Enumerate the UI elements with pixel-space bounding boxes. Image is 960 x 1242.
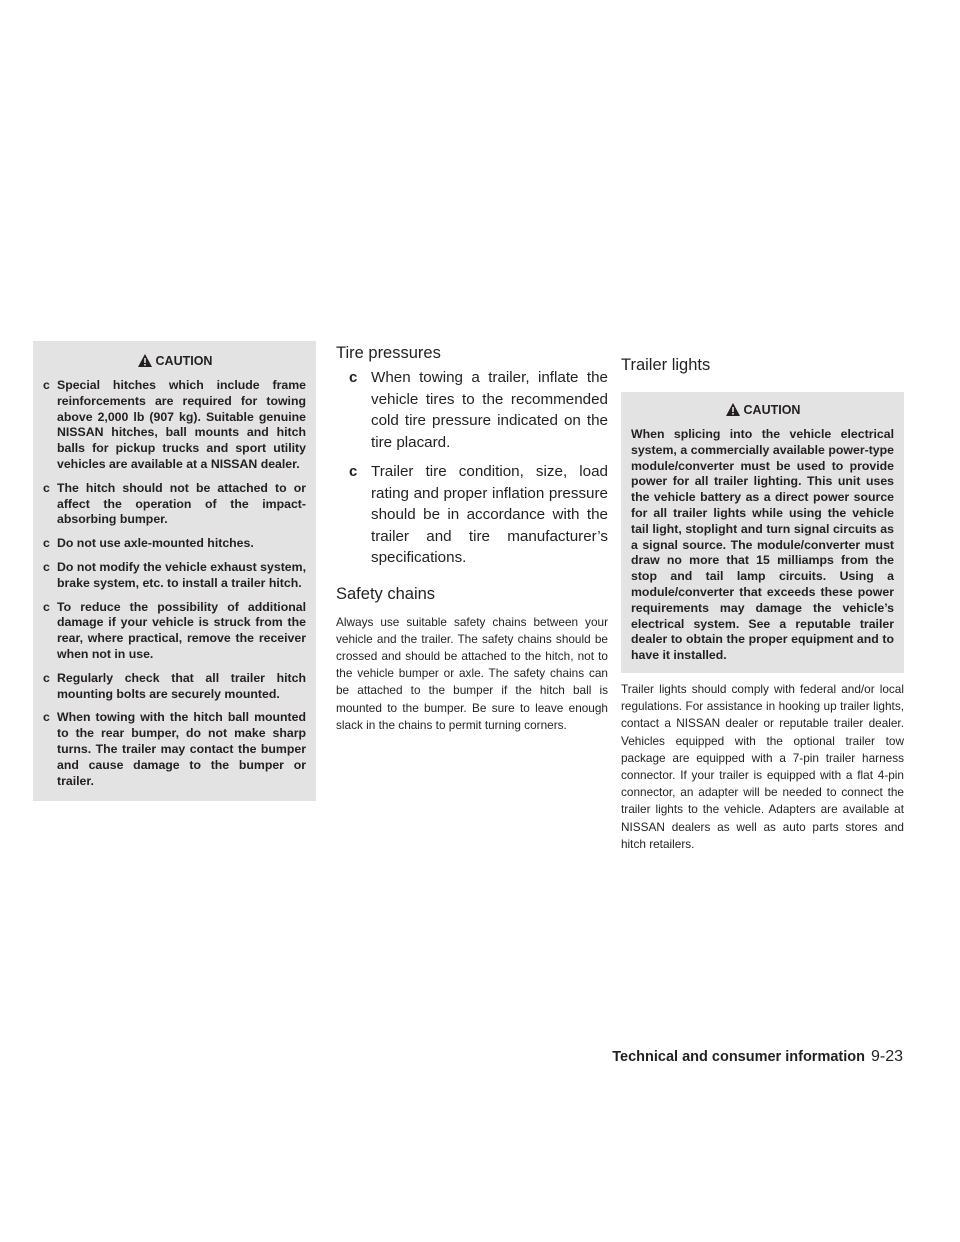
trailer-lights-text: Trailer lights should comply with federal and/or local regulations. For assistance in hooking up trailer lights, contact a NISSAN dealer or reputable trailer dealer. Vehicles equipped with the optional trailer tow package are equipped with a 7-pin trailer harness connector. If your trailer is equipped with a flat 4-pin connector, an adapter will be needed to connect the trailer lights to the vehicle. Adapters are available at NISSAN dealers as well as auto parts stores and hitch retailers.	[621, 681, 904, 851]
trailer-lights-caution-text: When splicing into the vehicle electrical system, a commercially available power-type module/converter must be used to provide power for all trailer lighting. This unit uses the vehicle battery as a direct power source for all trailer lights while using the vehicle tail light, stoplight and turn signal circuits as a signal source. The module/converter must draw no more that 15 milliamps from the stop and tail lamp circuits. Using a module/converter that exceeds these power requirements may damage the vehicle’s electrical system. See a reputable trailer dealer to obtain the proper equipment and to have it installed.	[631, 427, 894, 663]
bullet-icon: c	[43, 480, 50, 495]
list-item: c Special hitches which include frame reinforcements are required for towing above 2,000 lb (907 kg). Suitable genuine NISSAN hitches, ball mounts and hitch balls for pickup trucks and sport utility vehicles are available at a NISSAN dealer.	[43, 378, 306, 471]
bullet-icon: c	[43, 710, 50, 725]
list-item: c Do not modify the vehicle exhaust system, brake system, etc. to install a trailer hitch.	[43, 559, 306, 590]
trailer-lights-heading: Trailer lights	[621, 356, 711, 374]
page-number: 9-23	[870, 1048, 903, 1065]
bullet-icon: c	[349, 369, 358, 386]
right-column	[621, 341, 904, 853]
bullet-icon: c	[43, 599, 50, 614]
trailer-lights-caution-box	[621, 392, 904, 673]
list-item: c Do not use axle-mounted hitches.	[43, 536, 254, 551]
section-title: Technical and consumer information	[612, 1049, 865, 1065]
left-column	[33, 341, 316, 801]
list-item: c The hitch should not be attached to or affect the operation of the impact-absorbing bumper.	[43, 480, 306, 527]
tire-pressures-heading: Tire pressures	[336, 344, 441, 362]
hitch-caution-box	[33, 341, 316, 801]
bullet-icon: c	[43, 559, 50, 574]
warning-triangle-icon	[137, 353, 153, 368]
bullet-icon: c	[43, 378, 50, 392]
middle-column	[336, 341, 608, 734]
list-item: c When towing with the hitch ball mounted to the rear bumper, do not make sharp turns. The trailer may contact the bumper and cause damage to the bumper or trailer.	[43, 710, 306, 788]
caution-title: CAUTION	[155, 353, 213, 368]
page-footer	[583, 1048, 903, 1066]
bullet-icon: c	[43, 536, 50, 551]
tire-pressure-list	[336, 367, 608, 569]
list-item: c When towing a trailer, inflate the vehicle tires to the recommended cold tire pressure indicated on the tire placard.	[349, 369, 608, 451]
caution-header	[43, 353, 306, 368]
caution-header	[631, 402, 894, 417]
bullet-icon: c	[349, 463, 358, 480]
bullet-icon: c	[43, 670, 50, 685]
list-item: c Regularly check that all trailer hitch mounting bolts are securely mounted.	[43, 670, 306, 701]
list-item: c To reduce the possibility of additional damage if your vehicle is struck from the rear, where practical, remove the receiver when not in use.	[43, 599, 306, 661]
hitch-caution-list	[43, 378, 306, 789]
list-item: c Trailer tire condition, size, load rating and proper inflation pressure should be in accordance with the trailer and tire manufacturer’s specifications.	[349, 463, 608, 566]
safety-chains-heading: Safety chains	[336, 584, 436, 603]
safety-chains-text: Always use suitable safety chains between your vehicle and the trailer. The safety chains should be crossed and should be attached to the hitch, not to the vehicle bumper or axle. The safety chains can be attached to the bumper if the hitch ball is mounted to the bumper. Be sure to leave enough slack in the chains to permit turning corners.	[336, 614, 608, 732]
caution-title: CAUTION	[743, 402, 801, 417]
warning-triangle-icon	[725, 402, 741, 417]
